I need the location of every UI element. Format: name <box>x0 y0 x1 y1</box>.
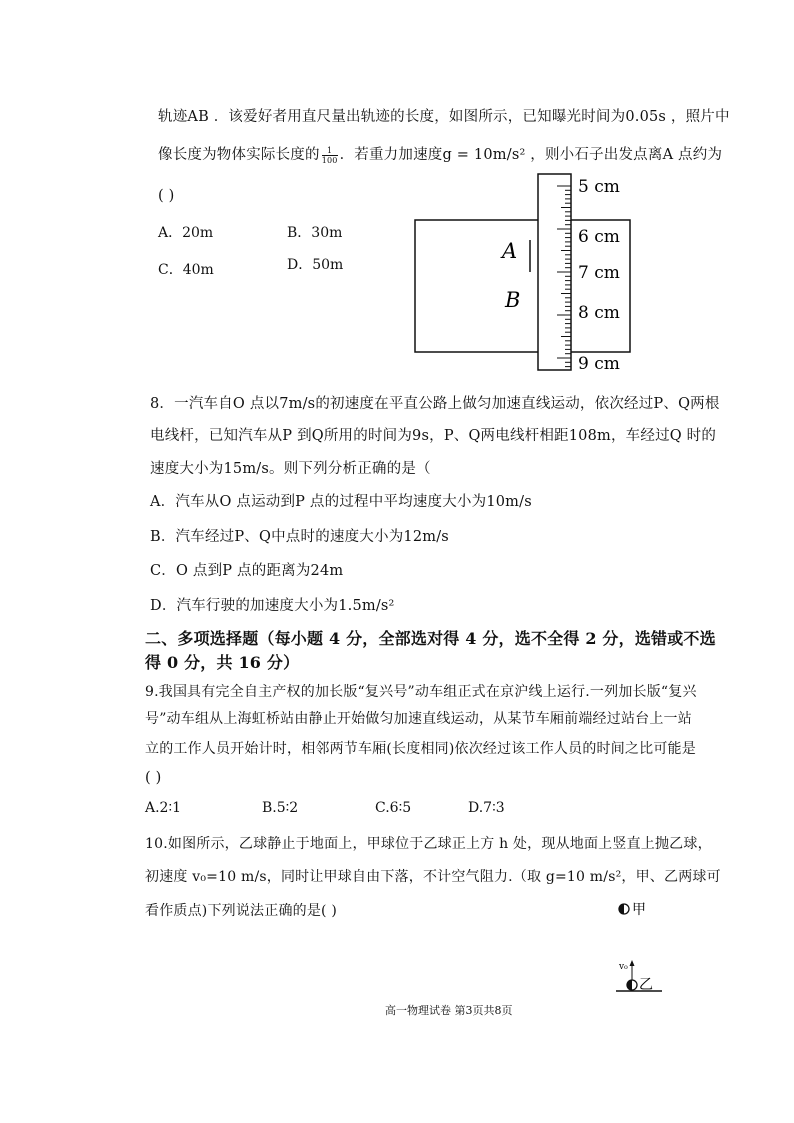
page-footer: 高一物理试卷 第3页共8页 <box>385 1004 513 1017</box>
ruler-figure <box>410 172 650 372</box>
q9-line-3: 立的工作人员开始计时，相邻两节车厢(长度相同)依次经过该工作人员的时间之比可能是 <box>145 741 696 757</box>
ruler-label-5cm: 5 cm <box>578 177 620 197</box>
q8-line-1: 8．一汽车自O 点以7m/s的初速度在平直公路上做匀加速直线运动，依次经过P、Q两根 <box>150 396 720 412</box>
q10-line-2: 初速度 v₀=10 m/s，同时让甲球自由下落，不计空气阻力.（取 g=10 m/s²，甲、乙两球可 <box>145 869 721 885</box>
v0-label: v₀ <box>619 962 628 972</box>
q8-option-c: C．O 点到P 点的距离为24m <box>150 563 344 579</box>
ball-a-label: 甲 <box>632 902 646 918</box>
ruler-label-9cm: 9 cm <box>578 354 620 372</box>
point-a-label: A <box>502 239 518 263</box>
q9-line-1: 9.我国具有完全自主产权的加长版“复兴号”动车组正式在京沪线上运行.一列加长版“复兴 <box>145 684 697 700</box>
q7-option-b: B．30m <box>287 225 343 241</box>
q8-line-3: 速度大小为15m/s。则下列分析正确的是（ <box>150 461 431 477</box>
q9-option-a: A.2∶1 <box>145 800 182 816</box>
q9-option-b: B.5∶2 <box>262 800 299 816</box>
q10-line-3: 看作质点)下列说法正确的是( ) <box>145 903 338 919</box>
q8-option-a: A．汽车从O 点运动到P 点的过程中平均速度大小为10m/s <box>150 494 532 510</box>
section-2-heading-line-1: 二、多项选择题（每小题 4 分，全部选对得 4 分，选不全得 2 分，选错或不选 <box>145 629 716 648</box>
q7-line-2-pre: 像长度为物体实际长度的 <box>158 147 320 163</box>
q8-option-d: D．汽车行驶的加速度大小为1.5m/s² <box>150 598 395 614</box>
q7-line-2-post: ．若重力加速度g = 10m/s² ，则小石子出发点离A 点约为 <box>339 147 723 163</box>
q9-option-c: C.6∶5 <box>375 800 412 816</box>
section-2-heading-line-2: 得 0 分，共 16 分） <box>145 653 300 672</box>
ruler-label-6cm: 6 cm <box>578 227 620 247</box>
q7-option-c: C．40m <box>158 262 214 278</box>
q7-option-d: D．50m <box>287 257 344 273</box>
q10-line-1: 10.如图所示，乙球静止于地面上，甲球位于乙球正上方 h 处，现从地面上竖直上抛乙球， <box>145 836 712 852</box>
q9-answer-paren: ( ) <box>145 770 162 786</box>
fraction-numerator: 1 <box>322 146 338 156</box>
q7-option-a: A．20m <box>158 225 214 241</box>
fraction <box>322 146 338 165</box>
q8-line-2: 电线杆，已知汽车从P 到Q所用的时间为9s，P、Q两电线杆相距108m，车经过Q 时的 <box>150 428 717 444</box>
fraction-denominator: 100 <box>321 155 338 165</box>
point-b-label: B <box>505 288 521 312</box>
ball-b-label: 乙 <box>639 977 653 993</box>
q9-option-d: D.7∶3 <box>468 800 505 816</box>
q7-answer-paren: ( ) <box>158 188 175 204</box>
velocity-arrowhead <box>630 960 635 966</box>
q8-option-b: B．汽车经过P、Q中点时的速度大小为12m/s <box>150 529 449 545</box>
q7-line-2 <box>158 143 722 165</box>
ruler-label-7cm: 7 cm <box>578 263 620 283</box>
ruler-label-8cm: 8 cm <box>578 303 620 323</box>
ball-figure <box>610 900 670 1000</box>
q9-line-2: 号”动车组从上海虹桥站由静止开始做匀加速直线运动，从某节车厢前端经过站台上一站 <box>145 711 692 727</box>
q7-line-1: 轨迹AB ．该爱好者用直尺量出轨迹的长度，如图所示，已知曝光时间为0.05s ，照片中 <box>158 109 730 125</box>
